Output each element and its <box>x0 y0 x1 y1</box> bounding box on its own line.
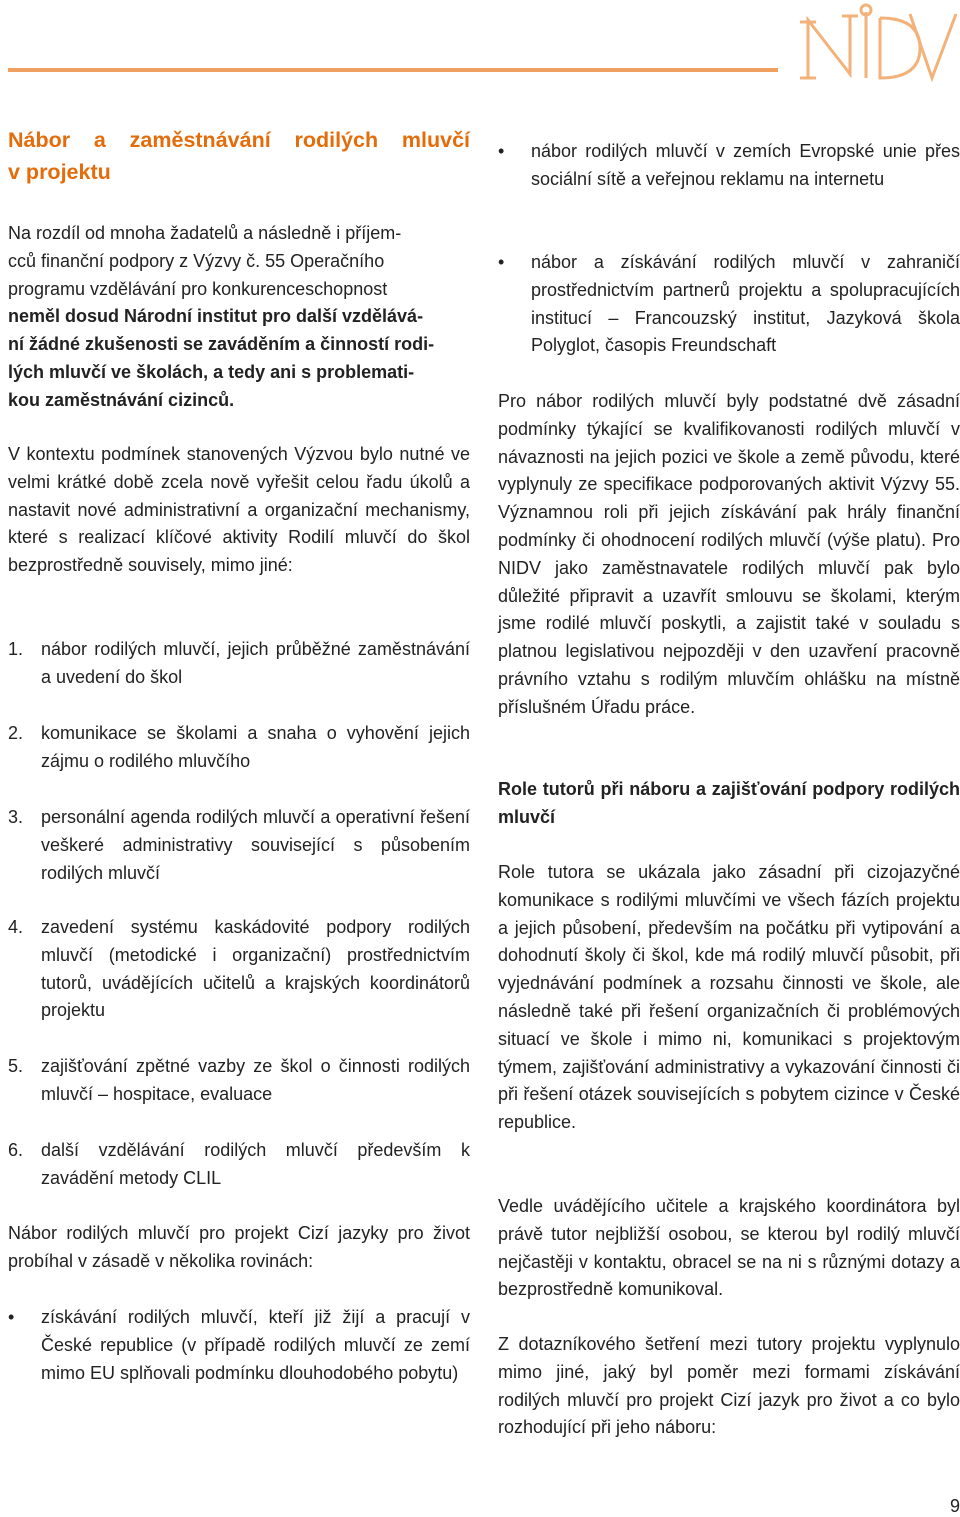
page-number: 9 <box>949 1496 960 1516</box>
list-item-text: další vzdělávání rodilých mluvčí především k zavádění metody CLIL <box>41 1140 470 1188</box>
title-line-1: Nábor a zaměstnávání rodilých mluvčí <box>8 128 470 152</box>
list-item <box>8 1053 470 1109</box>
bullet-item <box>498 249 960 360</box>
section-heading: Role tutorů při náboru a zajišťování podpory rodilých mluvčí <box>498 779 960 827</box>
bullet-text: získávání rodilých mluvčí, kteří již žijí a pracují v České republice (v případě rodilých mluvčí ze zemí mimo EU splňovali podmínku dlouhodobého pobytu) <box>41 1307 470 1383</box>
context-paragraph: V kontextu podmínek stanovených Výzvou bylo nutné ve velmi krátké době zcela nově vyřešit celou řadu úkolů a nastavit nové administrativní a organizační mechanismy, které s realizací klíčové aktivity Rodilí mluvčí do škol bezprostředně souvisely, mimo jiné: <box>8 444 470 576</box>
list-item-number: 1. <box>8 639 24 659</box>
list-item-text: zajišťování zpětné vazby ze škol o činnosti rodilých mluvčí – hospitace, evaluace <box>41 1056 470 1104</box>
list-item-number: 5. <box>8 1056 24 1076</box>
list-item-number: 2. <box>8 723 24 743</box>
list-item <box>8 720 470 776</box>
bullet-item <box>8 1304 470 1387</box>
list-item <box>8 804 470 887</box>
nidv-logo <box>780 0 960 90</box>
title-line-2: v projektu <box>8 160 111 184</box>
bullet-text: nábor a získávání rodilých mluvčí v zahraničí prostřednictvím partnerů projektu a spolupracujících institucí – Francouzský institut, Jazyková škola Polyglot, časopis Freundschaft <box>531 252 960 356</box>
list-item-number: 6. <box>8 1140 24 1160</box>
list-item <box>8 1137 470 1193</box>
bullet-item <box>498 138 960 194</box>
conditions-paragraph: Pro nábor rodilých mluvčí byly podstatné dvě zásadní podmínky týkající se kvalifikovanosti rodilých mluvčí v návaznosti na jejich pozici ve škole a země původu, které vyplynuly ze specifikace podporovaných aktivit Výzvy 55. Významnou roli při jejich získávání pak hrály finanční podmínky či ohodnocení rodilých mluvčí (výše platu). Pro NIDV jako zaměstnavatele rodilých mluvčí pak bylo důležité připravit a uzavřít smlouvu se školami, kterým jsme rodilé mluvčí poskytli, a zajistit také v souladu s platnou legislativou nejpozději v den uzavření pracovně právního vztahu s rodilým mluvčím ohlášku na místně příslušném Úřadu práce. <box>498 391 960 717</box>
list-item <box>8 914 470 1025</box>
tutor-role-paragraph: Role tutora se ukázala jako zásadní při cizojazyčné komunikace s rodilými mluvčími ve všech fázích projektu a jejich působení, především na počátku při vytipování a dohodnutí školy či škol, kde má rodilý mluvčí působit, při vyjednávání podmínek a rozsahu činnosti ve škole, ale následně také při řešení organizačních či problémových situací ve škole i mimo ni, komunikaci s projektovým týmem, zajišťování administrativy a vykazování činnosti či při řešení otázek souvisejících s pobytem cizince v České republice. <box>498 862 960 1133</box>
list-item-text: zavedení systému kaskádovité podpory rodilých mluvčí (metodické i organizační) prostřednictvím tutorů, uvádějících učitelů a krajských koordinátorů projektu <box>41 917 470 1021</box>
recruitment-paragraph: Nábor rodilých mluvčí pro projekt Cizí jazyky pro život probíhal v zásadě v několika rovinách: <box>8 1223 470 1271</box>
list-item-text: nábor rodilých mluvčí, jejich průběžné zaměstnávání a uvedení do škol <box>41 639 470 687</box>
bullet-icon: • <box>498 141 505 161</box>
list-item-text: komunikace se školami a snaha o vyhovění jejich zájmu o rodilého mluvčího <box>41 723 470 771</box>
survey-paragraph: Z dotazníkového šetření mezi tutory projektu vyplynulo mimo jiné, jaký byl poměr mezi formami získávání rodilých mluvčí pro projekt Cizí jazyk pro život a co bylo rozhodující při jeho náboru: <box>498 1334 960 1438</box>
bullet-text: nábor rodilých mluvčí v zemích Evropské unie přes sociální sítě a veřejnou reklamu na internetu <box>531 141 960 189</box>
list-item-number: 4. <box>8 917 24 937</box>
intro-paragraph: Na rozdíl od mnoha žadatelů a následně i příjem- cců finanční podpory z Výzvy č. 55 Operačního programu vzdělávání pro konkurenceschopnost <box>8 223 402 299</box>
article-title <box>8 124 470 188</box>
list-item-text: personální agenda rodilých mluvčí a operativní řešení veškeré administrativy související s působením rodilých mluvčí <box>41 807 470 883</box>
bullet-icon: • <box>8 1307 15 1327</box>
list-item <box>8 636 470 692</box>
header-rule <box>8 68 778 72</box>
intro-bold-paragraph: neměl dosud Národní institut pro další vzdělává- ní žádné zkušenosti se zaváděním a činností rodi- lých mluvčí ve školách, a tedy ani s problemati- kou zaměstnávání cizinců. <box>8 306 435 410</box>
tutor-contact-paragraph: Vedle uvádějícího učitele a krajského koordinátora byl právě tutor nejbližší osobou, se kterou byl rodilý mluvčí nejčastěji v kontaktu, obracel se na ni s různými dotazy a bezprostředně komunikoval. <box>498 1196 960 1300</box>
list-item-number: 3. <box>8 807 24 827</box>
bullet-icon: • <box>498 252 505 272</box>
